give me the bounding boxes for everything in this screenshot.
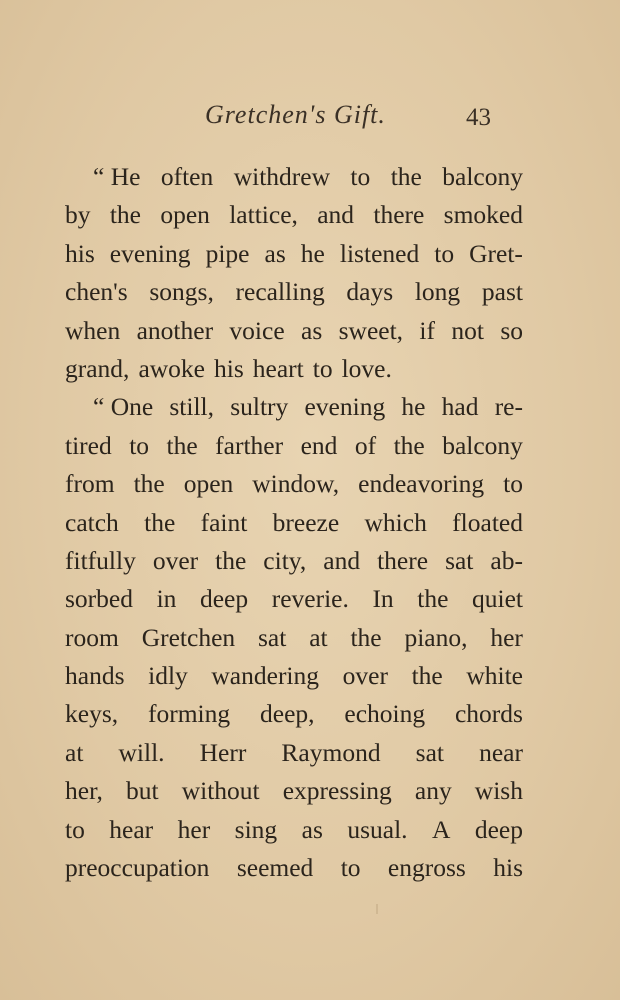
word: In	[372, 584, 394, 614]
word: often	[160, 162, 214, 191]
word: end	[300, 430, 338, 460]
word: sat	[258, 622, 287, 652]
word: evening	[304, 392, 386, 422]
word: his	[65, 238, 95, 268]
word: Herr	[199, 737, 247, 767]
word: catch	[65, 507, 119, 537]
word: evening	[109, 238, 191, 268]
word: keys,	[65, 699, 119, 729]
text-line	[65, 811, 523, 849]
word: idly	[148, 661, 188, 691]
text-line	[65, 388, 523, 426]
word: and	[323, 545, 361, 575]
word: preoccupation	[65, 853, 210, 883]
text-line	[65, 849, 523, 887]
word: the	[133, 469, 165, 499]
word: withdrew	[233, 162, 330, 191]
word: faint	[200, 507, 248, 537]
word: the	[393, 430, 425, 460]
word: farther	[215, 430, 284, 460]
word: had	[441, 392, 479, 422]
word: deep,	[260, 699, 315, 729]
word: reverie.	[271, 584, 349, 614]
word: his	[493, 853, 523, 883]
word: balcony	[442, 430, 523, 460]
word: the	[417, 584, 449, 614]
word: so	[500, 315, 523, 345]
word: still,	[169, 392, 215, 422]
word: sing	[234, 814, 278, 844]
word: grand,	[65, 353, 130, 383]
text-line	[65, 657, 523, 695]
text-line	[65, 695, 523, 733]
word: over	[342, 661, 388, 691]
text-line	[65, 427, 523, 465]
word: to	[340, 853, 361, 883]
paper-speck	[376, 904, 378, 914]
word: sweet,	[338, 315, 404, 345]
word: over	[152, 545, 199, 575]
word: seemed	[236, 853, 314, 883]
text-line	[65, 312, 523, 350]
word: Raymond	[281, 737, 381, 767]
word: any	[414, 776, 452, 806]
word: of	[354, 430, 377, 460]
word: near	[479, 737, 523, 767]
word: Gret-	[469, 238, 523, 268]
word: the	[390, 162, 422, 191]
word: the	[411, 661, 443, 691]
word: he	[401, 392, 426, 422]
body-text	[65, 158, 523, 887]
page-number: 43	[466, 104, 491, 131]
text-line	[65, 350, 523, 388]
word: sat	[415, 737, 444, 767]
word: heart	[252, 353, 304, 383]
word: echoing	[344, 699, 426, 729]
word: at	[309, 622, 328, 652]
word: songs,	[149, 277, 214, 307]
word: as	[301, 814, 323, 844]
word: recalling	[235, 277, 325, 307]
text-line	[65, 465, 523, 503]
word: will.	[118, 737, 165, 767]
word: to	[503, 469, 523, 499]
word: but	[126, 776, 159, 806]
word: pipe	[205, 238, 250, 268]
text-line	[65, 734, 523, 772]
word: there	[377, 545, 429, 575]
word: when	[65, 315, 121, 345]
word: to	[65, 814, 85, 844]
text-line	[65, 504, 523, 542]
word: wandering	[211, 661, 320, 691]
word: love.	[341, 353, 392, 383]
word: days	[346, 277, 394, 307]
word: voice	[229, 315, 285, 345]
word: chen's	[65, 277, 128, 307]
word: from	[65, 469, 115, 499]
word: as	[301, 315, 323, 345]
word: floated	[452, 507, 523, 537]
word: her	[490, 622, 523, 652]
word: the	[109, 200, 141, 230]
word: the	[215, 545, 247, 575]
word: city,	[263, 545, 307, 575]
word: fitfully	[65, 545, 136, 575]
word: “ He	[93, 162, 141, 191]
word: without	[181, 776, 260, 806]
text-line	[65, 273, 523, 311]
word: expressing	[282, 776, 392, 806]
text-line	[65, 196, 523, 234]
text-line	[65, 542, 523, 580]
word: piano,	[404, 622, 468, 652]
text-line	[65, 772, 523, 810]
word: white	[466, 661, 523, 691]
word: by	[65, 200, 91, 230]
word: awoke	[138, 353, 205, 383]
word: at	[65, 737, 84, 767]
word: hands	[65, 661, 125, 691]
word: deep	[199, 584, 249, 614]
word: which	[364, 507, 427, 537]
word: lattice,	[229, 200, 298, 230]
word: he	[300, 238, 325, 268]
word: engross	[387, 853, 466, 883]
word: window,	[252, 469, 340, 499]
word: sultry	[230, 392, 289, 422]
word: her	[177, 814, 211, 844]
word: another	[136, 315, 214, 345]
word: if	[419, 315, 435, 345]
word: Gretchen	[141, 622, 236, 652]
word: re-	[494, 392, 523, 422]
word: there	[373, 200, 425, 230]
word: breeze	[272, 507, 340, 537]
word: endeavoring	[358, 469, 485, 499]
word: A	[431, 814, 451, 844]
word: open	[160, 200, 210, 230]
word: to	[312, 353, 333, 383]
word: usual.	[347, 814, 408, 844]
text-line	[65, 235, 523, 273]
word: the	[166, 430, 198, 460]
word: deep	[474, 814, 523, 844]
word: quiet	[472, 584, 523, 614]
word: to	[434, 238, 455, 268]
word: wish	[474, 776, 523, 806]
running-head-title: Gretchen's Gift.	[205, 100, 386, 129]
word: balcony	[442, 162, 523, 191]
word: “ One	[93, 392, 154, 422]
word: listened	[339, 238, 420, 268]
word: to	[350, 162, 371, 191]
word: not	[451, 315, 484, 345]
word: open	[183, 469, 234, 499]
word: room	[65, 622, 119, 652]
word: to	[129, 430, 150, 460]
word: sat	[445, 545, 474, 575]
word: ab-	[490, 545, 523, 575]
text-line	[65, 619, 523, 657]
word: the	[350, 622, 382, 652]
word: sorbed	[65, 584, 133, 614]
word: in	[156, 584, 177, 614]
word: past	[481, 277, 523, 307]
text-line	[65, 580, 523, 618]
word: the	[144, 507, 176, 537]
word: chords	[454, 699, 523, 729]
word: her,	[65, 776, 103, 806]
word: as	[264, 238, 286, 268]
word: his	[214, 353, 244, 383]
word: tired	[65, 430, 112, 460]
word: smoked	[443, 200, 523, 230]
word: forming	[147, 699, 231, 729]
text-line	[65, 158, 523, 196]
word: and	[317, 200, 355, 230]
word: long	[414, 277, 461, 307]
word: hear	[109, 814, 154, 844]
